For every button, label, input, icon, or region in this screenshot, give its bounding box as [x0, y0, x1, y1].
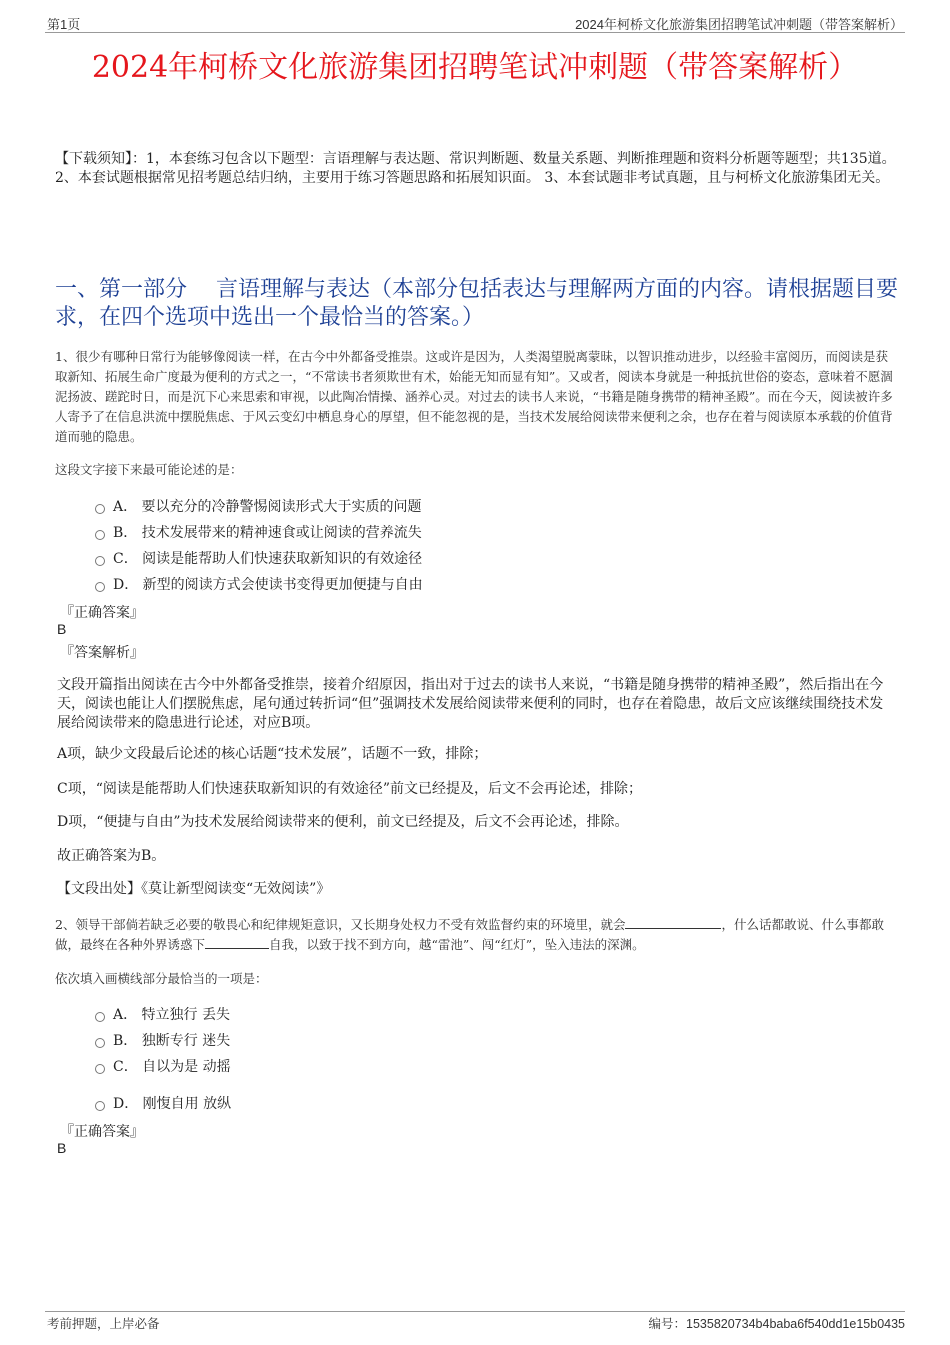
- option-d[interactable]: [95, 1093, 231, 1113]
- question-1-prompt: 这段文字接下来最可能论述的是：: [55, 462, 243, 477]
- header-doc-title: 2024年柯桥文化旅游集团招聘笔试冲刺题（带答案解析）: [575, 17, 903, 32]
- question-2-stem: [55, 915, 900, 955]
- radio-icon[interactable]: [95, 1038, 105, 1048]
- analysis-paragraph: A项，缺少文段最后论述的核心话题“技术发展”，话题不一致，排除；: [57, 746, 488, 762]
- analysis-paragraph: C项，“阅读是能帮助人们快速获取新知识的有效途径”前文已经提及，后文不会再论述，排除；: [57, 781, 643, 797]
- stem-part: 2、领导干部倘若缺乏必要的敬畏心和纪律规矩意识，又长期身处权力不受有效监督约束的环境里，就会: [55, 917, 626, 932]
- radio-icon[interactable]: [95, 582, 105, 592]
- option-c[interactable]: [95, 548, 422, 568]
- page-title: 2024年柯桥文化旅游集团招聘笔试冲刺题（带答案解析）: [91, 50, 859, 85]
- document-code: [649, 1314, 906, 1332]
- section-heading: 一、第一部分 言语理解与表达（本部分包括表达与理解两方面的内容。请根据题目要求，在四个选项中选出一个最恰当的答案。）: [55, 277, 898, 330]
- option-b[interactable]: [95, 1030, 230, 1050]
- answer-label: 『正确答案』: [60, 605, 144, 621]
- footer-slogan: 考前押题，上岸必备: [47, 1317, 160, 1331]
- radio-icon[interactable]: [95, 530, 105, 540]
- option-label: B． 独断专行 迷失: [113, 1033, 231, 1049]
- radio-icon[interactable]: [95, 1064, 105, 1074]
- radio-icon[interactable]: [95, 1101, 105, 1111]
- blank-2: [205, 937, 269, 949]
- option-label: D． 刚愎自用 放纵: [113, 1096, 232, 1112]
- analysis-paragraph: D项，“便捷与自由”为技术发展给阅读带来的便利，前文已经提及，后文不会再论述，排除。: [57, 814, 629, 830]
- page-number: 第1页: [47, 17, 81, 32]
- option-label: A． 要以充分的冷静警惕阅读形式大于实质的问题: [113, 499, 422, 515]
- source-note: 【文段出处】《莫让新型阅读变“无效阅读”》: [57, 881, 331, 897]
- download-notice: 【下载须知】：1，本套练习包含以下题型：言语理解与表达题、常识判断题、数量关系题、判断推理题和资料分析题等题型；共135道。 2、本套试题根据常见招考题总结归纳，主要用于练习答题思路和拓展知识面。 3、本套试题非考试真题，且与柯桥文化旅游集团无关。: [55, 151, 896, 186]
- analysis-paragraph: 文段开篇指出阅读在古今中外都备受推崇，接着介绍原因，指出对于过去的读书人来说，“书籍是随身携带的精神圣殿”，然后指出在今天，阅读也能让人们摆脱焦虑，尾句通过转折词“但”强调技术发展给阅读带来便利的同时，也存在着隐患，故后文应该继续围绕技术发展给阅读带来的隐患进行论述，对应B项。: [57, 677, 884, 731]
- option-label: C． 阅读是能帮助人们快速获取新知识的有效途径: [113, 551, 423, 567]
- option-b[interactable]: [95, 522, 422, 542]
- radio-icon[interactable]: [95, 556, 105, 566]
- option-c[interactable]: [95, 1056, 231, 1076]
- code-label: 编号：: [648, 1317, 687, 1331]
- analysis-paragraph: 故正确答案为B。: [57, 848, 166, 864]
- answer-label: 『正确答案』: [60, 1124, 144, 1140]
- radio-icon[interactable]: [95, 1012, 105, 1022]
- option-a[interactable]: [95, 496, 422, 516]
- answer-value: B: [57, 621, 67, 637]
- question-1-stem: 1、很少有哪种日常行为能够像阅读一样，在古今中外都备受推崇。这或许是因为，人类渴望脱离蒙昧，以智识推动进步，以经验丰富阅历，而阅读是获取新知、拓展生命广度最为便利的方式之一，“不常读书者须欺世有术，始能无知而显有知”。又或者，阅读本身就是一种抵抗世俗的姿态，意味着不愿涸泥扬波、蹉跎时日，而是沉下心来思索和审视，以此陶冶情操、涵养心灵。对过去的读书人来说，“书籍是随身携带的精神圣殿”。而在今天，阅读被许多人寄予了在信息洪流中摆脱焦虑、于风云变幻中栖息身心的厚望，但不能忽视的是，当技术发展给阅读带来便利之余，也存在着与阅读原本承载的价值背道而驰的隐患。: [55, 349, 893, 444]
- stem-part: 自我，以致于找不到方向，越“雷池”、闯“红灯”，坠入违法的深渊。: [269, 937, 645, 952]
- radio-icon[interactable]: [95, 504, 105, 514]
- header-divider: [45, 32, 905, 33]
- option-d[interactable]: [95, 574, 423, 594]
- answer-value: B: [57, 1140, 67, 1156]
- option-label: A． 特立独行 丢失: [113, 1007, 231, 1023]
- option-label: B． 技术发展带来的精神速食或让阅读的营养流失: [113, 525, 422, 541]
- blank-1: [625, 917, 721, 929]
- stem-part: ，什么话都敢说、什么事都敢做，最终在各种外界诱惑下: [55, 917, 884, 952]
- footer-divider: [45, 1311, 905, 1312]
- option-a[interactable]: [95, 1004, 230, 1024]
- option-label: D． 新型的阅读方式会使读书变得更加便捷与自由: [113, 577, 423, 593]
- option-label: C． 自以为是 动摇: [113, 1059, 231, 1075]
- question-2-prompt: 依次填入画横线部分最恰当的一项是：: [55, 971, 268, 986]
- code-value: 1535820734b4baba6f540dd1e15b0435: [686, 1317, 905, 1331]
- analysis-label: 『答案解析』: [60, 645, 144, 661]
